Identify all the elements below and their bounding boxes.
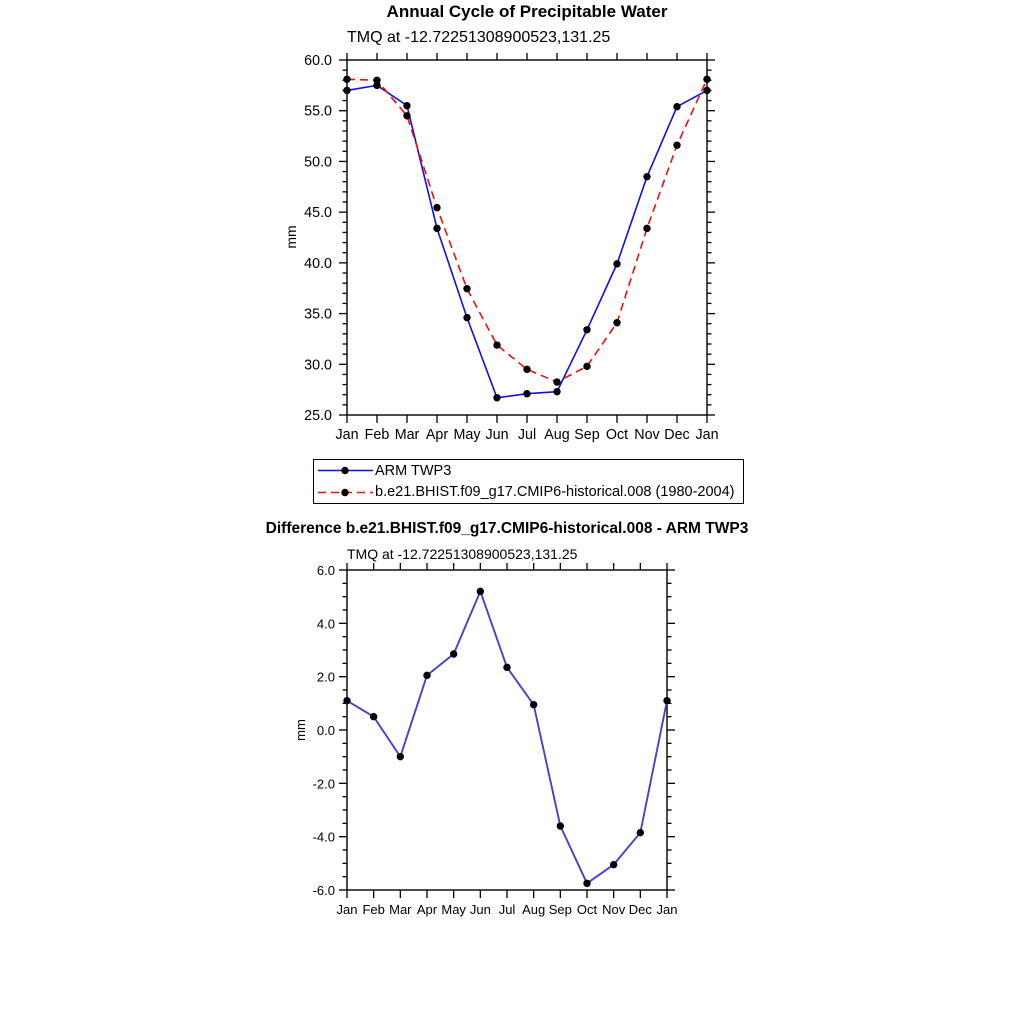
svg-text:Jul: Jul (517, 427, 537, 443)
svg-text:Aug: Aug (544, 427, 570, 443)
y-axis (313, 563, 675, 898)
svg-text:Oct: Oct (605, 427, 629, 443)
svg-text:Jan: Jan (335, 427, 359, 443)
series-1-markers (343, 76, 710, 386)
legend-label-model: b.e21.BHIST.f09_g17.CMIP6-historical.008 (1980-2004) (375, 484, 735, 501)
svg-text:Jul: Jul (498, 902, 516, 917)
svg-text:Jun: Jun (469, 902, 491, 917)
series-0-line (347, 591, 667, 883)
svg-text:Jan: Jan (656, 902, 678, 917)
svg-text:Oct: Oct (576, 902, 598, 917)
svg-text:45.0: 45.0 (304, 205, 332, 222)
svg-text:Dec: Dec (628, 902, 652, 917)
legend-item-model (317, 482, 743, 503)
top-chart-subtitle: TMQ at -12.72251308900523,131.25 (347, 29, 611, 46)
svg-text:May: May (441, 902, 466, 917)
svg-text:Jun: Jun (485, 427, 509, 443)
svg-text:Jan: Jan (695, 427, 719, 443)
legend-item-obs (317, 460, 743, 481)
svg-text:40.0: 40.0 (304, 255, 332, 272)
svg-text:-2.0: -2.0 (312, 776, 335, 792)
series-0-markers (343, 588, 670, 887)
svg-text:Mar: Mar (389, 902, 412, 917)
legend (313, 459, 744, 504)
svg-text:25.0: 25.0 (304, 408, 332, 424)
svg-text:Dec: Dec (664, 427, 690, 443)
bottom-chart-title: Difference b.e21.BHIST.f09_g17.CMIP6-historical.008 - ARM TWP3 (265, 520, 749, 537)
svg-text:Aug: Aug (522, 902, 546, 917)
series-0-line (347, 85, 707, 397)
svg-text:Nov: Nov (634, 427, 660, 443)
svg-text:-6.0: -6.0 (312, 883, 335, 898)
svg-text:Apr: Apr (425, 427, 449, 443)
plot-area-0 (304, 53, 718, 443)
svg-text:2.0: 2.0 (316, 669, 335, 685)
svg-text:35.0: 35.0 (304, 306, 332, 323)
svg-text:60.0: 60.0 (304, 53, 332, 69)
bottom-chart-y-axis-label: mm (293, 719, 308, 741)
svg-text:4.0: 4.0 (316, 616, 335, 632)
x-axis (335, 53, 718, 443)
svg-text:-4.0: -4.0 (312, 829, 335, 845)
y-axis (304, 53, 715, 424)
series-1-line (347, 79, 707, 382)
svg-text:Mar: Mar (394, 427, 420, 443)
top-chart-title: Annual Cycle of Precipitable Water (386, 2, 668, 21)
svg-text:30.0: 30.0 (304, 357, 332, 374)
legend-label-obs: ARM TWP3 (375, 462, 452, 479)
svg-text:55.0: 55.0 (304, 103, 332, 120)
svg-text:Jan: Jan (336, 902, 358, 917)
plot-area-1 (313, 563, 678, 917)
x-axis (337, 563, 678, 917)
svg-text:May: May (453, 427, 481, 443)
svg-text:Nov: Nov (602, 902, 626, 917)
top-chart-y-axis-label: mm (283, 225, 299, 249)
svg-text:Feb: Feb (364, 427, 390, 443)
legend-solid-line-icon (317, 460, 374, 481)
svg-text:6.0: 6.0 (316, 563, 335, 578)
svg-text:Sep: Sep (574, 427, 600, 443)
svg-text:Sep: Sep (548, 902, 572, 917)
svg-text:0.0: 0.0 (316, 723, 335, 738)
series-0-markers (343, 82, 710, 402)
svg-text:Feb: Feb (362, 902, 385, 917)
legend-dashed-line-icon (317, 482, 374, 503)
bottom-chart-subtitle: TMQ at -12.72251308900523,131.25 (347, 546, 578, 562)
svg-text:50.0: 50.0 (304, 154, 332, 171)
svg-text:Apr: Apr (416, 902, 438, 917)
